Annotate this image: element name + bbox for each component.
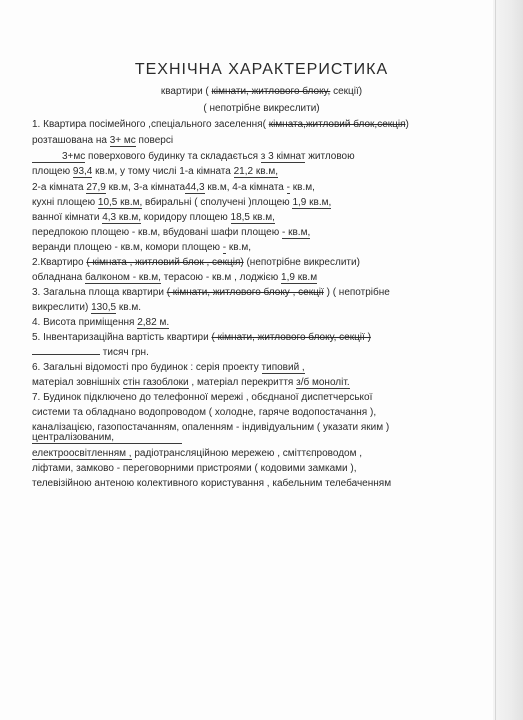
text-line-16: тисяч грн. — [32, 347, 149, 359]
text-line-22: централізованим, — [32, 432, 182, 444]
text-line-13: викреслити) 130,5 кв.м. — [32, 302, 142, 313]
text-line-8: передпокою площею - кв.м, вбудовані шафи площею - кв.м, — [32, 227, 311, 238]
text-line-23: електроосвітленням , радіотрансляційною мережею , сміттєпроводом , — [32, 448, 363, 459]
text-line-19: 7. Будинок підключено до телефонної мережі , обєднаної диспетчерської — [32, 392, 373, 403]
text-line-9: веранди площею - кв.м, комори площею - кв.м, — [32, 242, 252, 253]
document-subtitle: квартири ( кімнати, житлового блоку, секції) — [160, 86, 363, 97]
struck-text: кімнати, житлового блоку, — [211, 86, 331, 97]
document-note: ( непотрібне викреслити) — [203, 103, 320, 114]
text-line-2: розташована на 3+ мс поверсі — [32, 135, 174, 146]
text-line-24: ліфтами, замково - переговорними пристроями ( кодовими замками ), — [32, 463, 357, 474]
text-line-6: кухні площею 10,5 кв.м, вбиральні ( сполучені )площею 1,9 кв.м, — [32, 197, 332, 208]
text-line-3: 3+мс поверхового будинку та складається з 3 кімнат житловою — [32, 151, 355, 163]
text-line-5: 2-а кімната 27,9 кв.м, 3-а кімната44,3 кв.м, 4-а кімната - кв.м, — [32, 182, 315, 193]
text-line-18: матеріал зовнішніх стін газоблоки , матеріал перекриття з/б моноліт. — [32, 377, 350, 388]
text-line-17: 6. Загальні відомості про будинок : серія проекту типовий , — [32, 362, 305, 373]
text-line-7: ванної кімнати 4,3 кв.м, коридору площею 18,5 кв.м, — [32, 212, 275, 223]
text-line-1: 1. Квартира посімейного ,спеціального заселення( кімната,житловий блок,секція) — [32, 119, 409, 130]
text-line-12: 3. Загальна площа квартири ( кімнати, житлового блоку , секції ) ( непотрібне — [32, 287, 390, 298]
text-line-10: 2.Квартиро ( кімната , житловий блок , секція) (непотрібне викреслити) — [32, 257, 360, 268]
text-line-25: телевізійною антеною колективного користування , кабельним телебаченням — [32, 478, 392, 489]
text-line-14: 4. Висота приміщення 2,82 м. — [32, 317, 170, 328]
text-line-4: площею 93,4 кв.м, у тому числі 1-а кімната 21,2 кв.м, — [32, 166, 278, 177]
document-title: ТЕХНІЧНА ХАРАКТЕРИСТИКА — [134, 61, 389, 78]
text-line-15: 5. Інвентаризаційна вартість квартири ( кімнати, житлового блоку, секції ) — [32, 332, 371, 343]
text-line-21: каналізацією, газопостачанням, опаленням - індивідуальним ( указати яким ) — [32, 422, 390, 433]
text-line-11: обладнана балконом - кв.м, терасою - кв.м , лоджією 1,9 кв.м — [32, 272, 318, 283]
text-line-20: системи та обладнано водопроводом ( холодне, гаряче водопостачання ), — [32, 407, 377, 418]
